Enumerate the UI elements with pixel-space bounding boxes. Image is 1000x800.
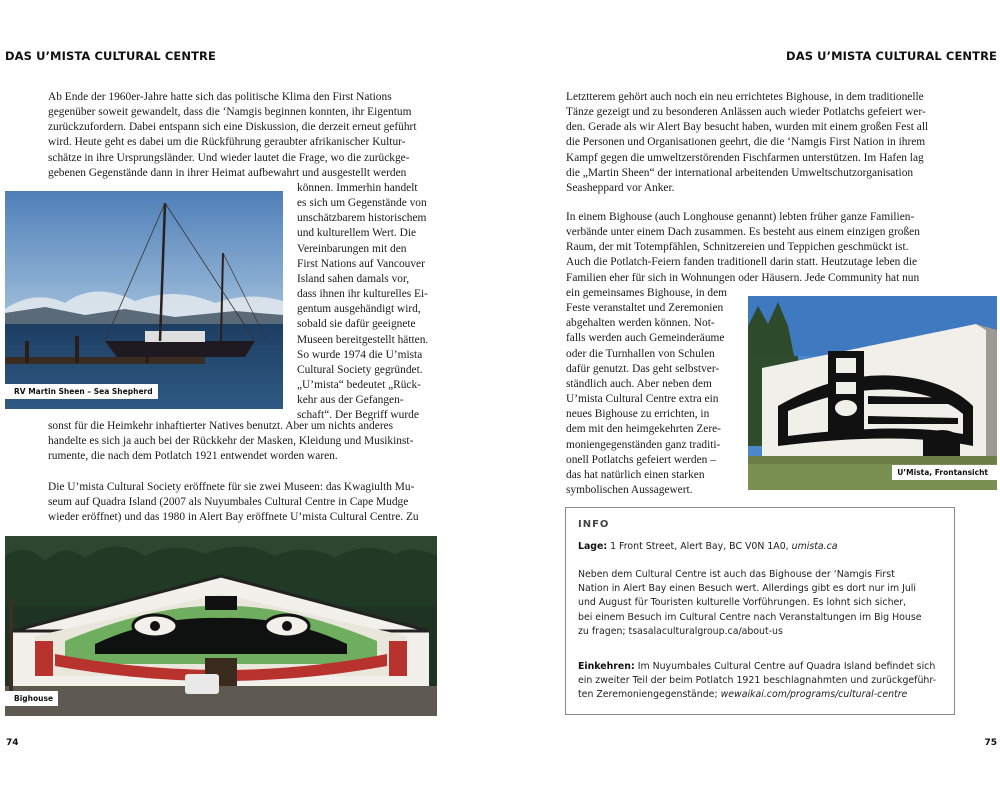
right-paragraph-2-wrap	[566, 286, 738, 498]
info-einkehren	[578, 660, 946, 703]
text-line: dafür genutzt. Das geht selbstver-	[566, 362, 720, 375]
photo-sailboat	[5, 191, 283, 409]
info-line: Neben dem Cultural Centre ist auch das Bighouse der ‘Namgis First	[578, 569, 895, 580]
info-body	[578, 568, 946, 639]
left-paragraph-2	[48, 480, 438, 525]
photo-caption: U’Mista, Frontansicht	[892, 465, 997, 480]
info-lage-label: Lage:	[578, 541, 608, 552]
text-line: Tänze gezeigt und zu besonderen Anlässen auch wieder Potlatchs gefeiert wer-	[566, 106, 926, 119]
text-line: das hat natürlich einen starken	[566, 468, 705, 481]
sailboat-image	[5, 191, 283, 409]
text-line: U’mista Cultural Centre extra ein	[566, 393, 719, 406]
info-line: Nation in Alert Bay einen Besuch wert. Allerdings gibt es dort nur im Juli	[578, 583, 916, 595]
text-line: die „Martin Sheen“ der international arbeitenden Umweltschutzorganisation	[566, 166, 914, 179]
left-paragraph-1-end	[48, 419, 438, 464]
info-einkehren-line2: ein zweiter Teil der beim Potlatch 1921 beschlagnahmten und zurückgeführ-	[578, 675, 937, 687]
text-line: Die U’mista Cultural Society eröffnete für sie zwei Museen: das Kwagiulth Mu-	[48, 481, 415, 493]
info-einkehren-label: Einkehren:	[578, 661, 635, 672]
info-line: bei einem Besuch im Cultural Centre nach Veranstaltungen im Big House	[578, 611, 922, 623]
text-line: wird. Heute geht es dabei um die Rückführung geraubter afrikanischer Kultur-	[48, 136, 406, 149]
text-line: seum auf Quadra Island (2007 als Nuyumbales Cultural Centre in Cape Mudge	[48, 496, 409, 509]
text-line: First Nations auf Vancouver	[297, 257, 425, 270]
text-line: Feste veranstaltet und Zeremonien	[566, 302, 724, 315]
right-paragraph-2	[566, 210, 956, 286]
text-line: abgehalten werden können. Not-	[566, 317, 715, 330]
info-box	[565, 507, 955, 715]
text-line: Seasheppard vor Anker.	[566, 181, 675, 194]
running-header-right: DAS U’MISTA CULTURAL CENTRE	[786, 49, 997, 63]
text-line: Ab Ende der 1960er-Jahre hatte sich das politische Klima den First Nations	[48, 91, 392, 103]
text-line: die Personen und Organisationen geehrt, die die ‘Namgis First Nation in ihrem	[566, 136, 926, 149]
text-line: können. Immerhin handelt	[297, 182, 418, 194]
text-line: gegenüber soweit gewandelt, dass die ‘Namgis beginnen konnten, ihr Eigentum	[48, 106, 412, 119]
photo-caption: RV Martin Sheen – Sea Shepherd	[5, 384, 158, 399]
running-header-left: DAS U’MISTA CULTURAL CENTRE	[5, 49, 216, 63]
text-line: ein gemeinsames Bighouse, in dem	[566, 287, 728, 299]
left-paragraph-1-wrap	[297, 181, 438, 424]
info-lage-link[interactable]: umista.ca	[791, 541, 838, 552]
photo-bighouse	[5, 536, 437, 716]
text-line: schätze in ihre Ursprungsländer. Und wieder lautet die Frage, wo die zurückge-	[48, 151, 410, 164]
text-line: sonst für die Heimkehr inhaftierter Natives benutzt. Aber um nichts anderes	[48, 420, 394, 432]
text-line: zurückzufordern. Dabei entspann sich eine Diskussion, die derzeit erneut geführt	[48, 121, 417, 134]
bighouse-image	[5, 536, 437, 716]
text-line: es sich um Gegenstände von	[297, 197, 427, 210]
photo-umista-front	[748, 296, 997, 490]
info-line: zu fragen; tsasalaculturalgroup.ca/about-us	[578, 625, 783, 637]
info-line: und August für Touristen kulturelle Vorführungen. Es lohnt sich sicher,	[578, 597, 907, 609]
text-line: onell Potlatchs gefeiert werden –	[566, 453, 716, 466]
text-line: „U’mista“ bedeutet „Rück-	[297, 379, 421, 392]
info-einkehren-line1: Im Nuyumbales Cultural Centre auf Quadra Island befindet sich	[637, 661, 936, 672]
text-line: kehr aus der Gefangen-	[297, 394, 404, 407]
text-line: In einem Bighouse (auch Longhouse genannt) lebten früher ganze Familien-	[566, 211, 915, 223]
text-line: So wurde 1974 die U’mista	[297, 348, 423, 361]
text-line: Letztterem gehört auch noch ein neu errichtetes Bighouse, in dem traditionelle	[566, 91, 924, 103]
text-line: und kulturellem Wert. Die	[297, 227, 417, 240]
text-line: Museen bereitgestellt hätten.	[297, 333, 429, 346]
info-lage-text: 1 Front Street, Alert Bay, BC V0N 1A0,	[610, 541, 792, 552]
text-line: handelte es sich ja auch bei der Rückkehr der Masken, Kleidung und Musikinst-	[48, 435, 414, 448]
text-line: gentum ausgehändigt wird,	[297, 303, 421, 316]
text-line: rumente, die nach dem Potlatch 1921 entwendet worden waren.	[48, 450, 338, 463]
text-line: gebenen Gegenstände dann in ihrer Heimat aufbewahrt und ausgestellt werden	[48, 166, 407, 179]
text-line: moniengegenständen ganz traditi-	[566, 438, 721, 451]
text-line: Island sahen damals vor,	[297, 272, 410, 285]
left-paragraph-1	[48, 90, 438, 181]
text-line: neues Bighouse zu errichten, in	[566, 408, 710, 421]
text-line: sobald sie dafür geeignete	[297, 318, 416, 331]
text-line: unschätzbarem historischem	[297, 212, 427, 225]
text-line: Auch die Potlatch-Feiern fanden traditionell darin statt. Heutzutage leben die	[566, 256, 918, 269]
text-line: Raum, der mit Totempfählen, Schnitzereien und Teppichen geschmückt ist.	[566, 241, 909, 254]
umista-front-image	[748, 296, 997, 490]
text-line: dass ihnen ihr kulturelles Ei-	[297, 288, 428, 301]
page-number-left: 74	[6, 738, 19, 748]
photo-caption: Bighouse	[5, 691, 58, 706]
text-line: Kampf gegen die umweltzerstörenden Fischfarmen unterstützen. Im Hafen lag	[566, 151, 924, 164]
text-line: symbolischen Aussagewert.	[566, 484, 693, 497]
text-line: schaft“. Der Begriff wurde	[297, 409, 419, 422]
text-line: Familien eher für sich in Wohnungen oder Häusern. Jede Community hat nun	[566, 271, 920, 284]
right-paragraph-1	[566, 90, 956, 196]
text-line: den. Gerade als wir Alert Bay besucht haben, wurden mit einem großen Fest all	[566, 121, 929, 134]
text-line: Vereinbarungen mit den	[297, 242, 407, 255]
info-einkehren-link[interactable]: wewaikai.com/programs/cultural-centre	[720, 689, 908, 701]
info-title: INFO	[578, 519, 610, 530]
text-line: falls werden auch Gemeinderäume	[566, 332, 725, 345]
page-number-right: 75	[984, 738, 997, 748]
info-lage	[578, 540, 946, 554]
text-line: oder die Turnhallen von Schulen	[566, 347, 715, 360]
text-line: wieder eröffnet) und das 1980 in Alert Bay eröffnete U’mista Cultural Centre. Zu	[48, 511, 419, 524]
text-line: dem mit den heimgekehrten Zere-	[566, 423, 721, 436]
text-line: ständlich auch. Aber neben dem	[566, 377, 712, 390]
text-line: verbände unter einem Dach zusammen. Es besteht aus einem einzigen großen	[566, 226, 920, 239]
info-einkehren-line3: ten Zeremoniengegenstände;	[578, 689, 721, 701]
text-line: Cultural Society gegründet.	[297, 363, 423, 376]
